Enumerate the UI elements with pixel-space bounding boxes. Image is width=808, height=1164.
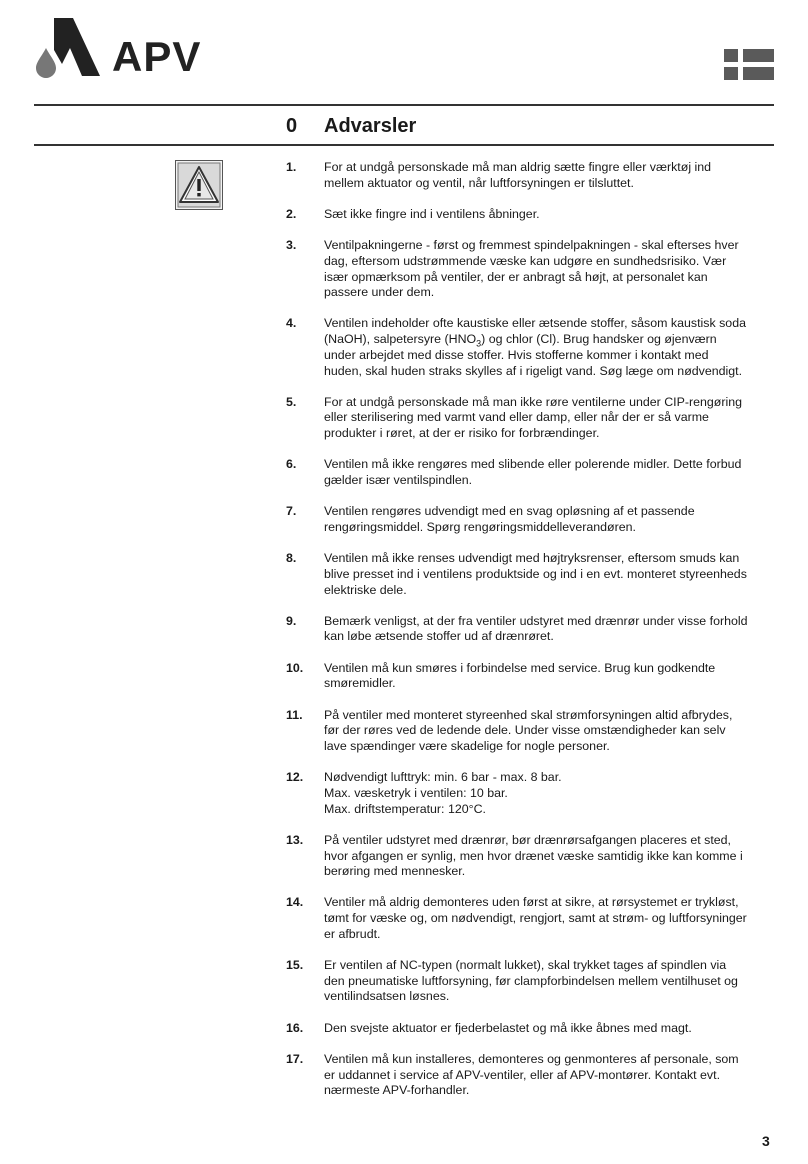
list-item	[286, 1021, 774, 1037]
section-number: 0	[286, 115, 298, 137]
warning-triangle-icon	[175, 160, 223, 210]
list-item	[286, 833, 774, 880]
item-text	[324, 316, 774, 379]
list-item	[286, 614, 774, 645]
title-divider	[34, 144, 774, 146]
list-item	[286, 661, 774, 692]
item-text: For at undgå personskade må man ikke røre ventilerne under CIP-rengøring eller sterilisering med varmt vand eller damp, eller når der er så varme produkter i røret, at der er risiko for forbrændinger.	[324, 394, 743, 441]
page-number: 3	[762, 1133, 770, 1149]
chemical-subscript: 3	[476, 338, 482, 349]
item-text: Bemærk venligst, at der fra ventiler udstyret med drænrør under visse forhold kan løbe ætsende stoffer ud af drænrøret.	[324, 613, 748, 644]
list-item	[286, 895, 774, 942]
item-number: 4.	[286, 316, 297, 331]
list-item	[286, 457, 774, 488]
brand-name: APV	[112, 33, 202, 80]
item-text: Ventilen må ikke renses udvendigt med højtryksrenser, eftersom smuds kan blive presset ind i ventilens produktside og ind i en evt. monteret styreenheds elektriske dele.	[324, 551, 747, 597]
list-item	[286, 395, 774, 442]
item-number: 9.	[286, 613, 297, 628]
item-number: 17.	[286, 1051, 304, 1066]
item-text-part: ) og chlor (Cl). Brug handsker og øjenværn under arbejdet med disse stoffer. Hvis stofferne kommer i kontakt med huden, skal huden straks skylles af i rigeligt vand. Søg læge om nødvendigt.	[324, 332, 743, 378]
item-text: Ventilen rengøres udvendigt med en svag opløsning af et passende rengøringsmiddel. Spørg rengøringsmiddelleverandøren.	[324, 504, 695, 534]
danish-flag-icon	[724, 49, 774, 80]
list-item	[286, 1052, 774, 1099]
item-number: 7.	[286, 504, 297, 519]
list-item	[286, 238, 774, 301]
section-title: Advarsler	[324, 115, 417, 137]
item-text: Ventilen må kun smøres i forbindelse med service. Brug kun godkendte smøremidler.	[324, 660, 716, 691]
item-text: Nødvendigt lufttryk: min. 6 bar - max. 8 bar. Max. væsketryk i ventilen: 10 bar. Max. driftstemperatur: 120°C.	[324, 770, 562, 816]
item-number: 11.	[286, 707, 303, 722]
item-number: 13.	[286, 832, 304, 847]
item-text: Er ventilen af NC-typen (normalt lukket), skal trykket tages af spindlen via den pneumatiske luftforsyning, før clampforbindelsen mellem ventilhuset og ventilindsatsen løsnes.	[324, 958, 738, 1004]
list-item	[286, 316, 774, 379]
list-item	[286, 160, 774, 191]
item-number: 6.	[286, 457, 297, 472]
header-divider	[34, 104, 774, 106]
item-text: Den svejste aktuator er fjederbelastet og må ikke åbnes med magt.	[324, 1020, 692, 1035]
item-number: 2.	[286, 206, 297, 221]
item-text-part: Ventilen indeholder ofte kaustiske eller ætsende stoffer, såsom kaustisk soda (NaOH), salpetersyre (HNO	[324, 316, 746, 347]
item-text: Sæt ikke fingre ind i ventilens åbninger.	[324, 206, 540, 221]
item-number: 5.	[286, 394, 297, 409]
item-text: På ventiler med monteret styreenhed skal strømforsyningen altid afbrydes, før der røres ved de ledende dele. Under visse omstændigheder kan selv lave spændinger være skadelige for nogle personer.	[324, 707, 733, 753]
item-number: 1.	[286, 160, 297, 174]
item-number: 12.	[286, 770, 304, 785]
item-number: 8.	[286, 551, 297, 566]
list-item	[286, 504, 774, 535]
item-number: 16.	[286, 1020, 304, 1035]
item-number: 10.	[286, 660, 304, 675]
item-number: 14.	[286, 895, 304, 910]
list-item	[286, 958, 774, 1005]
list-item	[286, 207, 774, 223]
item-text: På ventiler udstyret med drænrør, bør drænrørsafgangen placeres et sted, hvor afgangen er synlig, men hvor drænet væske samtidig ikke kan komme i berøring med mennesker.	[324, 832, 743, 879]
list-item	[286, 770, 774, 817]
item-number: 3.	[286, 238, 297, 253]
item-text: Ventilpakningerne - først og fremmest spindelpakningen - skal efterses hver dag, eftersom udstrømmende væske kan udgøre en sundhedsrisiko. Vær især opmærksom på ventiler, der er anbragt så højt, at personalet kan passere under dem.	[324, 238, 739, 300]
list-item	[286, 708, 774, 755]
item-text: Ventilen må ikke rengøres med slibende eller polerende midler. Dette forbud gælder især ventilspindlen.	[324, 457, 742, 488]
item-text: For at undgå personskade må man aldrig sætte fingre eller værktøj ind mellem aktuator og ventil, når luftforsyningen er tilsluttet.	[324, 160, 712, 190]
warning-list	[286, 160, 774, 1114]
item-number: 15.	[286, 958, 304, 973]
list-item	[286, 551, 774, 598]
item-text: Ventilen må kun installeres, demonteres og genmonteres af personale, som er uddannet i service af APV-ventiler, eller af APV-montører. Kontakt evt. nærmeste APV-forhandler.	[324, 1051, 739, 1098]
item-text: Ventiler må aldrig demonteres uden først at sikre, at rørsystemet er trykløst, tømt for væske og, om nødvendigt, rengjort, samt at strøm- og luftforsyninger er afbrudt.	[324, 895, 747, 941]
